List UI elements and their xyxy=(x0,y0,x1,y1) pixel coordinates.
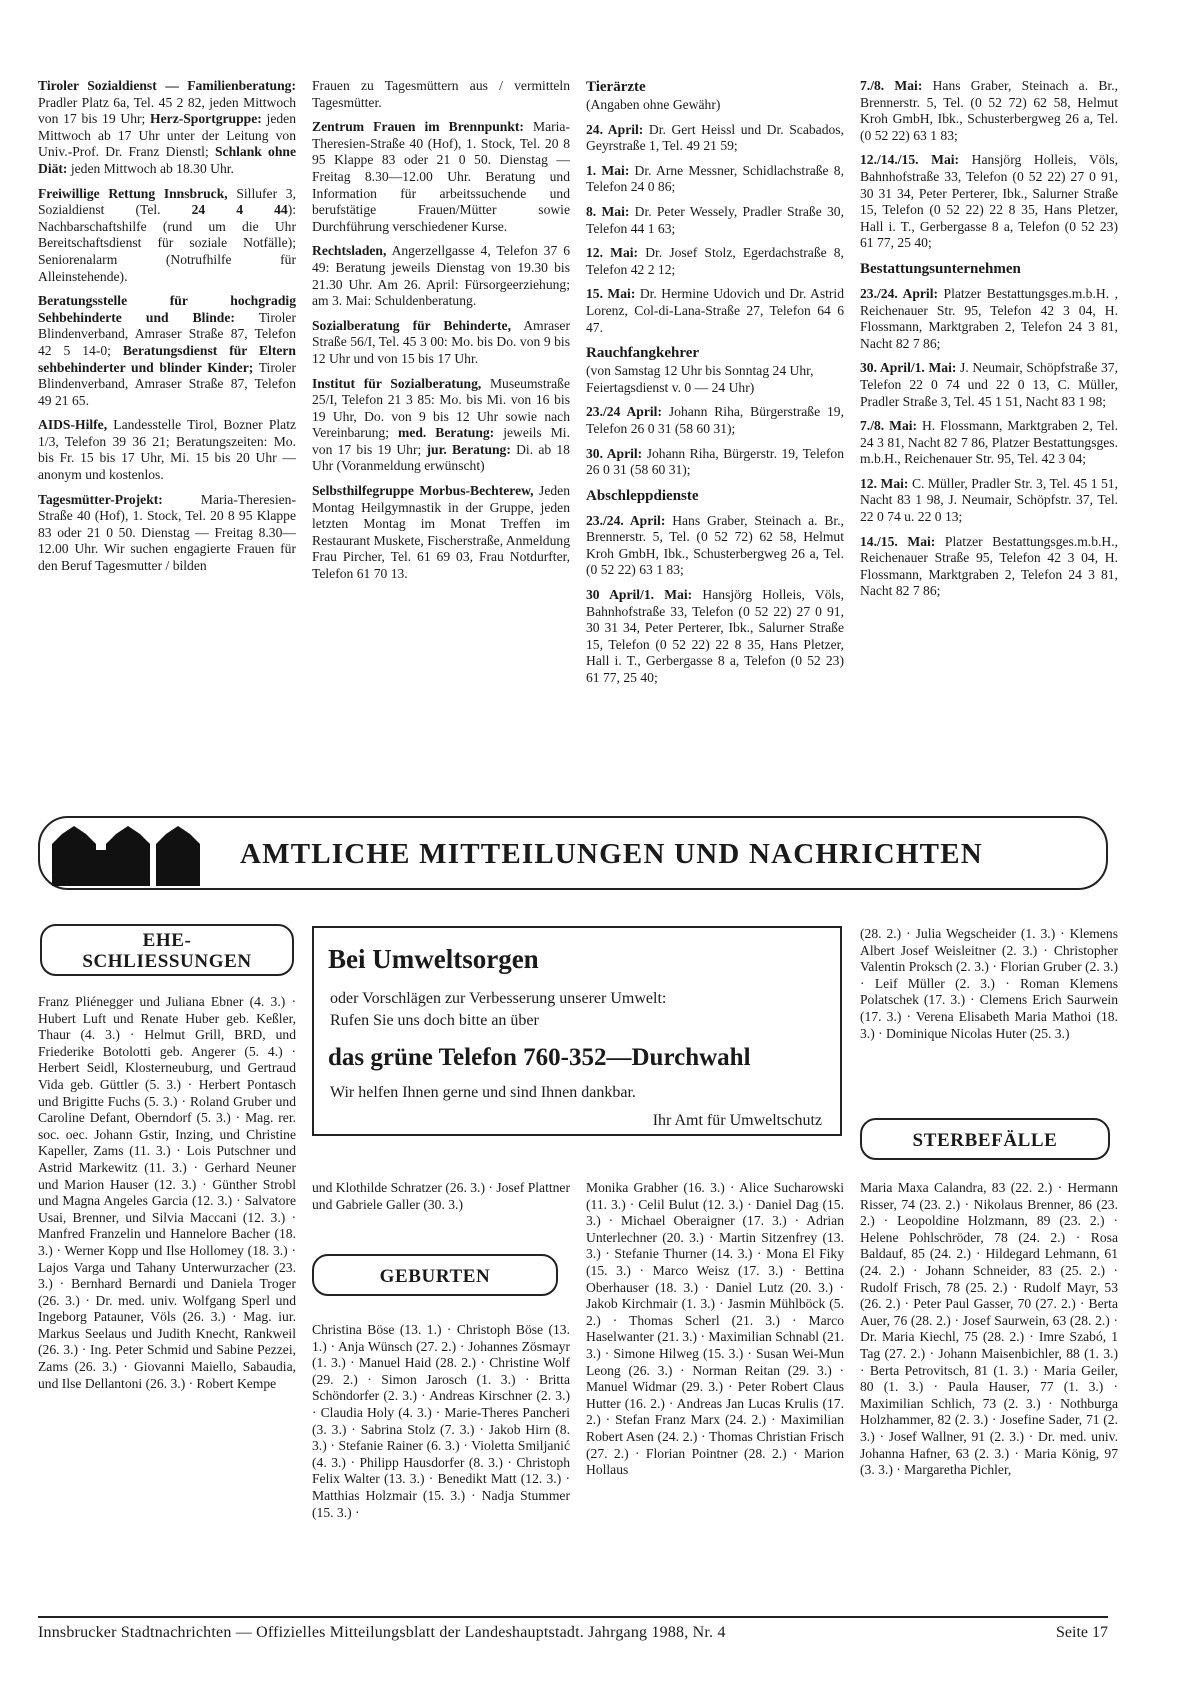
notice-paragraph: 7./8. Mai: H. Flossmann, Marktgraben 2, Tel. 24 3 81, Nacht 82 7 86, Platzer Bestattungsges. m.b.H., Reichenauer Str. 95, Tel. 42 3 04; xyxy=(860,418,1118,467)
top-column-2 xyxy=(312,78,570,784)
notice-paragraph: Abschleppdienste xyxy=(586,487,699,504)
births-text: Christina Böse (13. 1.) · Christoph Böse (13. 1.) · Anja Wünsch (27. 2.) · Johannes Zösmayr (1. 3.) · Manuel Haid (28. 2.) · Christine Wolf (29. 2.) · Simon Jarosch (1. 3.) · Britta Schöndorfer (2. 3.) · Andreas Kirschner (2. 3.) · Claudia Holy (4. 3.) · Marie-Theres Pancheri (3. 3.) · Sabrina Stolz (7. 3.) · Jakob Hirn (8. 3.) · Stefanie Rainer (6. 3.) · Violetta Smiljanić (4. 3.) · Philipp Hausdorfer (8. 3.) · Christoph Felix Walter (13. 3.) · Benedikt Matt (12. 3.) · Matthias Holzmair (15. 3.) · Nadja Stummer (15. 3.) · xyxy=(312,1322,570,1520)
notice-paragraph: Institut für Sozialberatung, Museumstraße 25/I, Telefon 21 3 85: Mo. bis Mi. von 16 bis 19 Uhr, Do. von 9 bis 12 Uhr sowie nach Vereinbarung; med. Beratung: jeweils Mi. von 17 bis 19 Uhr; jur. Beratung: Di. ab 18 Uhr (Voranmeldung erwünscht) xyxy=(312,375,570,474)
section-heading-marriages xyxy=(40,924,294,976)
eco-line1: oder Vorschlägen zur Verbesserung unserer Umwelt: xyxy=(330,990,667,1007)
notice-paragraph: 8. Mai: Dr. Peter Wessely, Pradler Straße 30, Telefon 44 1 63; xyxy=(586,203,844,236)
notice-paragraph: 12. Mai: C. Müller, Pradler Str. 3, Tel. 45 1 51, Nacht 83 1 98, J. Neumair, Schöpfstr. 37, Tel. 22 0 74 u. 22 0 13; xyxy=(860,475,1118,525)
top-column-1 xyxy=(38,78,296,784)
section-heading-births-label: GEBURTEN xyxy=(379,1266,491,1287)
notice-paragraph: 12. Mai: Dr. Josef Stolz, Egerdachstraße 8, Telefon 42 2 12; xyxy=(586,245,844,277)
notice-paragraph: 23./24. April: Platzer Bestattungsges.m.b.H. , Reichenauer Str. 95, Telefon 42 3 04, H. Flossmann, Marktgraben 2, Telefon 24 3 81, Nacht 82 7 86; xyxy=(860,285,1118,351)
notice-paragraph: 15. Mai: Dr. Hermine Udovich und Dr. Astrid Lorenz, Col-di-Lana-Straße 27, Telefon 64 6 47. xyxy=(586,286,844,335)
section-heading-marriages-line1: EHE- xyxy=(142,930,192,951)
footer-page-number: Seite 17 xyxy=(1056,1624,1108,1641)
notice-paragraph: 23./24. April: Hans Graber, Steinach a. Br., Brennerstr. 5, Tel. (0 52 72) 62 58, Helmut Kroh GmbH, Ibk., Schusterbergweg 26 a, Tel. (0 52 22) 63 1 83; xyxy=(586,512,844,578)
footer-publication: Innsbrucker Stadtnachrichten — Offizielles Mitteilungsblatt der Landeshauptstadt. Jahrgang 1988, Nr. 4 xyxy=(38,1624,726,1641)
top-column-3 xyxy=(586,78,844,784)
section-banner xyxy=(38,816,1108,890)
notice-paragraph: Beratungsstelle für hochgradig Sehbehinderte und Blinde: Tiroler Blindenverband, Amraser Straße 87, Telefon 42 5 14-0; Beratungsdienst für Eltern sehbehinderter und blinder Kinder; Tiroler Blindenverband, Amraser Straße 87, Telefon 49 21 65. xyxy=(38,293,296,408)
notice-paragraph: 7./8. Mai: Hans Graber, Steinach a. Br., Brennerstr. 5, Tel. (0 52 72) 62 58, Helmut Kroh GmbH, Ibk., Schusterbergweg 26 a, Tel. (0 52 22) 63 1 83; xyxy=(860,78,1118,143)
births-text-column4: (28. 2.) · Julia Wegscheider (1. 3.) · Klemens Albert Josef Weisleitner (2. 3.) · Christopher Valentin Proksch (2. 3.) · Florian Gruber (2. 3.) · Leif Müller (2. 3.) · Roman Klemens Polatschek (17. 3.) · Clemens Erich Saurwein (17. 3.) · Verena Elisabeth Maria Mathoi (18. 3.) · Dominique Nicolas Huter (25. 3.) xyxy=(860,926,1118,1041)
marriages-text: Franz Pliénegger und Juliana Ebner (4. 3.) · Hubert Luft und Renate Huber geb. Keßler, Thaur (4. 3.) · Helmut Grill, BRD, und Friederike Botolotti geb. Angerer (5. 4.) · Herbert Seidl, Klosterneuburg, und Gertraud Vida geb. Güttler (5. 3.) · Herbert Pontasch und Brigitte Fuchs (5. 3.) · Roland Gruber und Caroline Defant, Oberndorf (5. 3.) · Mag. rer. soc. oec. Johann Gstir, Inzing, und Christine Kapeller, Zams (11. 3.) · Lois Putschner und Astrid Markewitz (11. 3.) · Gerhard Neuner und Marion Hauser (12. 3.) · Günther Strobl und Magna Angeles Garcia (12. 3.) · Salvatore Usai, Brenner, und Silvia Maccani (12. 3.) · Manfred Franzelin und Hannelore Bacher (18. 3.) · Werner Kopp und Ilse Hollomey (18. 3.) · Lajos Varga und Tahany Unterwurzacher (23. 3.) · Bernhard Bernardi und Daniela Troger (26. 3.) · Dr. med. univ. Wolfgang Sperl und Ingeborg Patauner, Völs (26. 3.) · Mag. iur. Markus Seelaus und Judith Knecht, Rankweil (26. 3.) · Ing. Peter Schmid und Sabine Pezzei, Zams (26. 3.) · Giovanni Maiello, Sabaudia, und Ilse Dellantoni (26. 3.) · Robert Kempe xyxy=(38,994,296,1391)
notice-paragraph: Tiroler Sozialdienst — Familienberatung: Pradler Platz 6a, Tel. 45 2 82, jeden Mittwoch von 17 bis 19 Uhr; Herz-Sportgruppe: jeden Mittwoch ab 17 Uhr unter der Leitung von Univ.-Prof. Dr. Franz Dienstl; Schlank ohne Diät: jeden Mittwoch ab 18.30 Uhr. xyxy=(38,78,296,176)
notice-paragraph: 1. Mai: Dr. Arne Messner, Schidlachstraße 8, Telefon 24 0 86; xyxy=(586,162,844,195)
notice-paragraph: 30. April: Johann Riha, Bürgerstr. 19, Telefon 26 0 31 (58 60 31); xyxy=(586,445,844,478)
eco-line2: Rufen Sie uns doch bitte an über xyxy=(330,1012,539,1029)
notice-paragraph: Tagesmütter-Projekt: Maria-Theresien-Straße 40 (Hof), 1. Stock, Tel. 20 8 95 Klappe 83 oder 21 0 50. Dienstag — Freitag 8.30—12.00 Uhr. Wir suchen engagierte Frauen für den Beruf Tagesmutter / bilden xyxy=(38,491,296,574)
eco-title: Bei Umweltsorgen xyxy=(328,944,539,974)
notice-paragraph: 14./15. Mai: Platzer Bestattungsges.m.b.H., Reichenauer Straße 95, Telefon 42 3 04, H. Flossmann, Marktgraben 2, Telefon 24 3 81, Nacht 82 7 86; xyxy=(860,533,1118,599)
notice-paragraph: Bestattungsunternehmen xyxy=(860,260,1021,277)
deaths-text: Maria Maxa Calandra, 83 (22. 2.) · Hermann Risser, 74 (23. 2.) · Nikolaus Brenner, 86 (23. 2.) · Leopoldine Holzmann, 89 (23. 2.) · Helene Pohlschröder, 78 (24. 2.) · Rosa Baldauf, 85 (24. 2.) · Hildegard Lehmann, 61 (24. 2.) · Johann Schneider, 83 (25. 2.) · Rudolf Frisch, 78 (25. 2.) · Rudolf Mayr, 53 (26. 2.) · Peter Paul Gasser, 70 (27. 2.) · Berta Auer, 76 (28. 2.) · Josef Saurwein, 63 (28. 2.) · Dr. Maria Kiechl, 75 (28. 2.) · Imre Szabó, 1 Tag (27. 2.) · Johann Maisenbichler, 88 (1. 3.) · Berta Petrovitsch, 81 (1. 3.) · Maria Geiler, 80 (1. 3.) · Paula Hauser, 77 (1. 3.) · Maximilian Schlich, 73 (2. 3.) · Nothburga Holzhammer, 82 (2. 3.) · Josefine Sader, 71 (2. 3.) · Josef Wallner, 91 (2. 3.) · Dr. med. univ. Johanna Hafner, 63 (2. 3.) · Maria König, 97 (3. 3.) · Margaretha Pichler, xyxy=(860,1180,1118,1478)
notice-paragraph: Frauen zu Tagesmüttern aus / vermitteln Tagesmütter. xyxy=(312,78,570,110)
notice-paragraph: 30. April/1. Mai: J. Neumair, Schöpfstraße 37, Telefon 22 0 74 und 22 0 13, C. Müller, Pradler Straße 3, Tel. 45 1 51, Nacht 83 1 98; xyxy=(860,360,1118,409)
banner-title: AMTLICHE MITTEILUNGEN UND NACHRICHTEN xyxy=(240,838,983,870)
notice-paragraph: Rechtsladen, Angerzellgasse 4, Telefon 37 6 49: Beratung jeweils Dienstag von 19.30 bis 21.30 Uhr. Am 26. April: Fürsorgeerziehung; am 3. Mai: Schuldenberatung. xyxy=(312,243,570,309)
notice-paragraph: Freiwillige Rettung Innsbruck, Sillufer 3, Sozialdienst (Tel. 24 4 44): Nachbarschaftshilfe (rund um die Uhr Bereitschaftsdienst für soziale Notfälle); Seniorenalarm (Notrufhilfe für Alleinstehende). xyxy=(38,185,296,284)
notice-paragraph: Tierärzte (Angaben ohne Gewähr) xyxy=(586,79,721,112)
notice-paragraph: 12./14./15. Mai: Hansjörg Holleis, Völs, Bahnhofstraße 33, Telefon (0 52 22) 27 0 91, 30 31 34, Peter Perterer, Ibk., Salurner Straße 15, Telefon (0 52 22) 22 8 35, Hans Pletzer, Hall i. T., Gerbergasse 8 a, Telefon (0 52 23) 61 77, 25 40; xyxy=(860,152,1118,251)
notice-paragraph: Rauchfangkehrer (von Samstag 12 Uhr bis Sonntag 24 Uhr, Feiertagsdienst v. 0 — 24 Uhr) xyxy=(586,345,814,395)
notice-paragraph: Selbsthilfegruppe Morbus-Bechterew, Jeden Montag Heilgymnastik in der Gruppe, jeden letzten Montag im Monat Treffen im Restaurant Muskete, Fischerstraße, Anmeldung Frau Pircher, Tel. 61 69 03, Frau Notdurfter, Telefon 61 70 13. xyxy=(312,483,570,582)
eco-signature: Ihr Amt für Umweltschutz xyxy=(652,1112,822,1129)
section-heading-births xyxy=(312,1254,558,1296)
notice-paragraph: 23./24 April: Johann Riha, Bürgerstraße 19, Telefon 26 0 31 (58 60 31); xyxy=(586,404,844,436)
eco-line3: Wir helfen Ihnen gerne und sind Ihnen dankbar. xyxy=(330,1084,636,1101)
notice-paragraph: 24. April: Dr. Gert Heissl und Dr. Scabados, Geyrstraße 1, Tel. 49 21 59; xyxy=(586,121,844,154)
environment-hotline-box xyxy=(312,926,842,1136)
notice-paragraph: Zentrum Frauen im Brennpunkt: Maria-Theresien-Straße 40 (Hof), 1. Stock, Tel. 20 8 95 Klappe 83 oder 21 0 50. Dienstag — Freitag 8.30—12.00 Uhr. Beratung und Information für arbeitssuchende und berufstätige Frauen/Mütter sowie Durchführung verschiedener Kurse. xyxy=(312,119,570,234)
notice-paragraph: AIDS-Hilfe, Landesstelle Tirol, Bozner Platz 1/3, Telefon 39 36 21; Beratungszeiten: Mo. bis Fr. 15 bis 17 Uhr, Mi. 15 bis 20 Uhr — anonym und kostenlos. xyxy=(38,417,296,483)
eco-phone: das grüne Telefon 760-352—Durchwahl xyxy=(328,1044,751,1071)
top-column-4 xyxy=(860,78,1118,784)
section-heading-deaths xyxy=(860,1118,1110,1160)
footer-rule xyxy=(38,1616,1108,1618)
section-heading-deaths-label: STERBEFÄLLE xyxy=(912,1130,1058,1151)
births-text-column3: Monika Grabher (16. 3.) · Alice Sucharowski (11. 3.) · Celil Bulut (12. 3.) · Daniel Dag (15. 3.) · Michael Oberaigner (17. 3.) · Adrian Unterlechner (20. 3.) · Martin Sitzenfrey (13. 3.) · Stefanie Thurner (14. 3.) · Mona El Fiky (15. 3.) · Marco Weisz (17. 3.) · Bettina Oberhauser (18. 3.) · Daniel Lutz (20. 3.) · Jakob Kirchmair (1. 3.) · Jasmin Mühlböck (5. 2.) · Thomas Scherl (21. 3.) · Marco Haselwanter (21. 3.) · Maximilian Schnabl (21. 3.) · Simone Hilweg (15. 3.) · Susan Wei-Mun Leong (26. 3.) · Norman Reitan (29. 3.) · Manuel Widmar (29. 3.) · Peter Robert Claus Hutter (16. 2.) · Andreas Jan Lucas Krulis (17. 2.) · Stefan Franz Marx (24. 2.) · Maximilian Robert Asen (24. 2.) · Thomas Christian Frisch (27. 2.) · Florian Pointner (28. 2.) · Marion Hollaus xyxy=(586,1180,844,1478)
building-silhouette-icon xyxy=(52,822,202,886)
notice-paragraph: 30 April/1. Mai: Hansjörg Holleis, Völs, Bahnhofstraße 33, Telefon (0 52 22) 27 0 91, 30 31 34, Peter Perterer, Ibk., Salurner Straße 15, Telefon (0 52 22) 22 8 35, Hans Pletzer, Hall i. T., Gerbergasse 8 a, Telefon (0 52 23) 61 77, 25 40; xyxy=(586,587,844,686)
section-heading-marriages-line2: SCHLIESSUNGEN xyxy=(82,951,252,972)
marriages-continued: und Klothilde Schratzer (26. 3.) · Josef Plattner und Gabriele Galler (30. 3.) xyxy=(312,1180,570,1212)
notice-paragraph: Sozialberatung für Behinderte, Amraser Straße 56/I, Tel. 45 3 00: Mo. bis Do. von 9 bis 12 Uhr und von 15 bis 17 Uhr. xyxy=(312,317,570,366)
